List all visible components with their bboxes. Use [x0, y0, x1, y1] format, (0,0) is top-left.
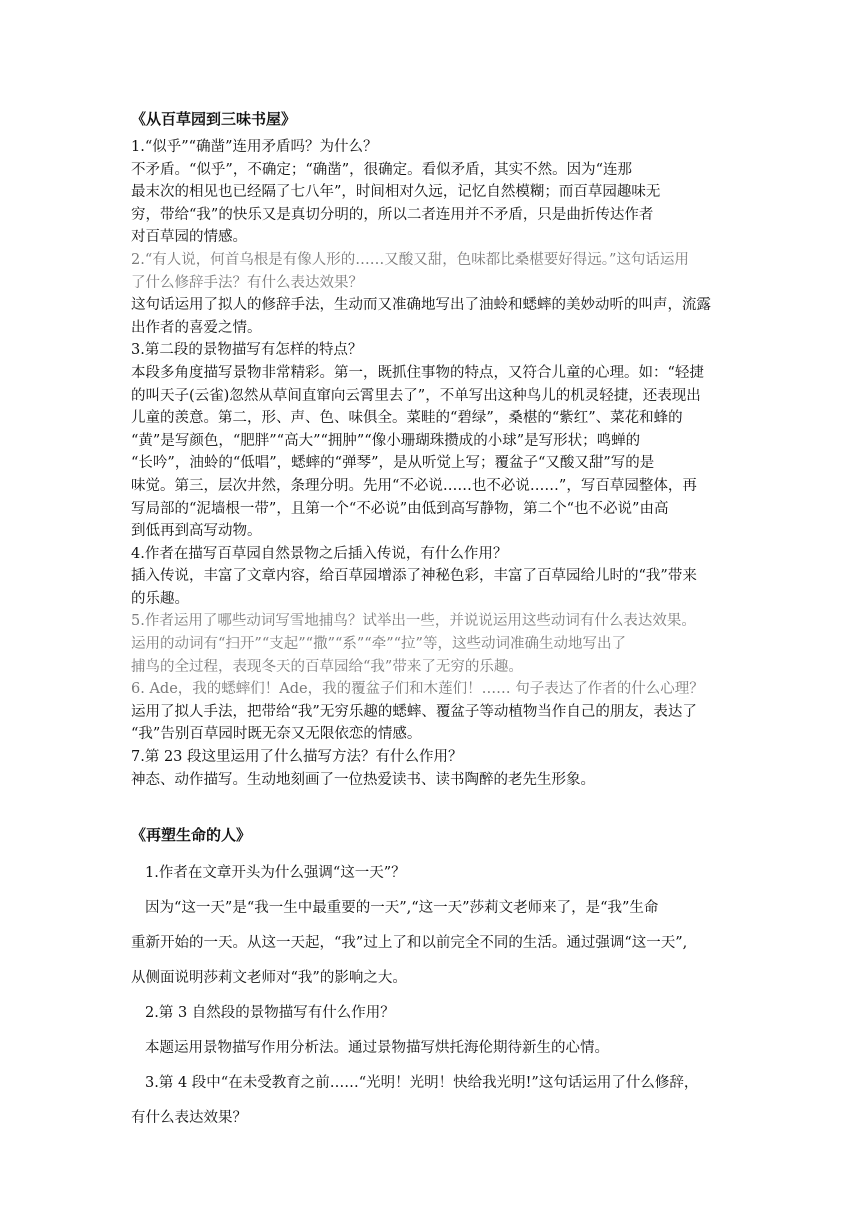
answer-line: 味觉。第三，层次井然，条理分明。先用“不必说……也不必说……”，写百草园整体，再: [131, 477, 697, 494]
question-line: 2.第 3 自然段的景物描写有什么作用？: [145, 1005, 395, 1021]
question-line: 有什么表达效果？: [131, 1110, 247, 1126]
question-line: 了什么修辞手法？有什么表达效果？: [131, 274, 363, 291]
answer-line: “黄”是写颜色，“肥胖”“高大”“拥肿”“像小珊瑚珠攒成的小球”是写形状；鸣蝉的: [131, 432, 641, 449]
question-line: 3.第二段的景物描写有怎样的特点？: [131, 342, 363, 359]
question-line: 1.“似乎”“确凿”连用矛盾吗？为什么？: [131, 139, 378, 155]
answer-line: 运用的动词有“扫开”“支起”“撒”“系”“牵”“拉”等，这些动词准确生动地写出了: [131, 636, 626, 653]
question-line: 2.“有人说，何首乌根是有像人形的……又酸又甜，色味都比桑椹要好得远。”这句话运用: [131, 251, 689, 268]
answer-line: 写局部的“泥墙根一带”，且第一个“不必说”由低到高写静物，第二个“也不必说”由高: [131, 500, 669, 517]
answer-line: 不矛盾。“似乎”，不确定；“确凿”，很确定。看似矛盾，其实不然。因为“连那: [131, 161, 633, 178]
answer-line: 这句话运用了拟人的修辞手法，生动而又准确地写出了油蛉和蟋蟀的美妙动听的叫声，流露: [131, 297, 711, 314]
question-line: 3.第 4 段中“在未受教育之前……“光明！光明！快给我光明!”这句话运用了什么修辞，: [145, 1075, 699, 1091]
answer-line: 对百草园的情感。: [131, 229, 247, 246]
question-line: 5.作者运用了哪些动词写雪地捕鸟？试举出一些，并说说运用这些动词有什么表达效果。: [131, 613, 696, 630]
answer-line: “我”告别百草园时既无奈又无限依恋的情感。: [131, 726, 422, 743]
question-line: 7.第 23 段这里运用了什么描写方法？有什么作用？: [131, 749, 463, 766]
question-line: 6. Ade，我的蟋蟀们！Ade，我的覆盆子们和木莲们！…… 句子表达了作者的什么心理？: [131, 681, 704, 698]
section-title: 《再塑生命的人》: [131, 826, 252, 844]
section-title: 《从百草园到三味书屋》: [131, 110, 297, 128]
answer-line: 穷，带给“我”的快乐又是真切分明的，所以二者连用并不矛盾，只是曲折传达作者: [131, 206, 654, 223]
answer-line: 捕鸟的全过程，表现冬天的百草园给“我”带来了无穷的乐趣。: [131, 658, 523, 675]
answer-line: 神态、动作描写。生动地刻画了一位热爱读书、读书陶醉的老先生形象。: [131, 771, 595, 788]
answer-line: 儿童的羡意。第二，形、声、色、味俱全。菜畦的“碧绿”，桑椹的“紫红”、菜花和蜂的: [131, 410, 683, 427]
answer-line: 的乐趣。: [131, 590, 189, 607]
answer-line: 的叫天子(云雀)忽然从草间直窜向云霄里去了”，不单写出这种鸟儿的机灵轻捷，还表现出: [131, 387, 701, 404]
answer-line: 插入传说，丰富了文章内容，给百草园增添了神秘色彩，丰富了百草园给儿时的“我”带来: [131, 568, 697, 585]
answer-line: “长吟”，油蛉的“低唱”，蟋蟀的“弹琴”，是从听觉上写；覆盆子“又酸又甜”写的是: [131, 455, 655, 472]
answer-line: 本题运用景物描写作用分析法。通过景物描写烘托海伦期待新生的心情。: [145, 1040, 609, 1056]
answer-line: 重新开始的一天。从这一天起，“我”过上了和以前完全不同的生活。通过强调“这一天”,: [131, 935, 688, 951]
answer-line: 到低再到高写动物。: [131, 523, 262, 540]
answer-line: 运用了拟人手法，把带给“我”无穷乐趣的蟋蟀、覆盆子等动植物当作自己的朋友，表达了: [131, 703, 697, 720]
answer-line: 从侧面说明莎莉文老师对“我”的影响之大。: [131, 970, 407, 986]
section-from-baicaoyuan: [131, 104, 731, 791]
section-reshaping-life: [131, 820, 746, 1136]
answer-line: 最末次的相见也已经隔了七八年”，时间相对久远，记忆自然模糊；而百草园趣味无: [131, 184, 661, 201]
answer-line: 本段多角度描写景物非常精彩。第一，既抓住事物的特点，又符合儿童的心理。如：“轻捷: [131, 364, 704, 381]
question-line: 1.作者在文章开头为什么强调“这一天”？: [145, 865, 406, 881]
answer-line: 出作者的喜爱之情。: [131, 319, 262, 336]
question-line: 4.作者在描写百草园自然景物之后插入传说，有什么作用？: [131, 545, 508, 562]
answer-line: 因为“这一天”是“我一生中最重要的一天”,“这一天”莎莉文老师来了，是“我”生命: [145, 900, 659, 916]
